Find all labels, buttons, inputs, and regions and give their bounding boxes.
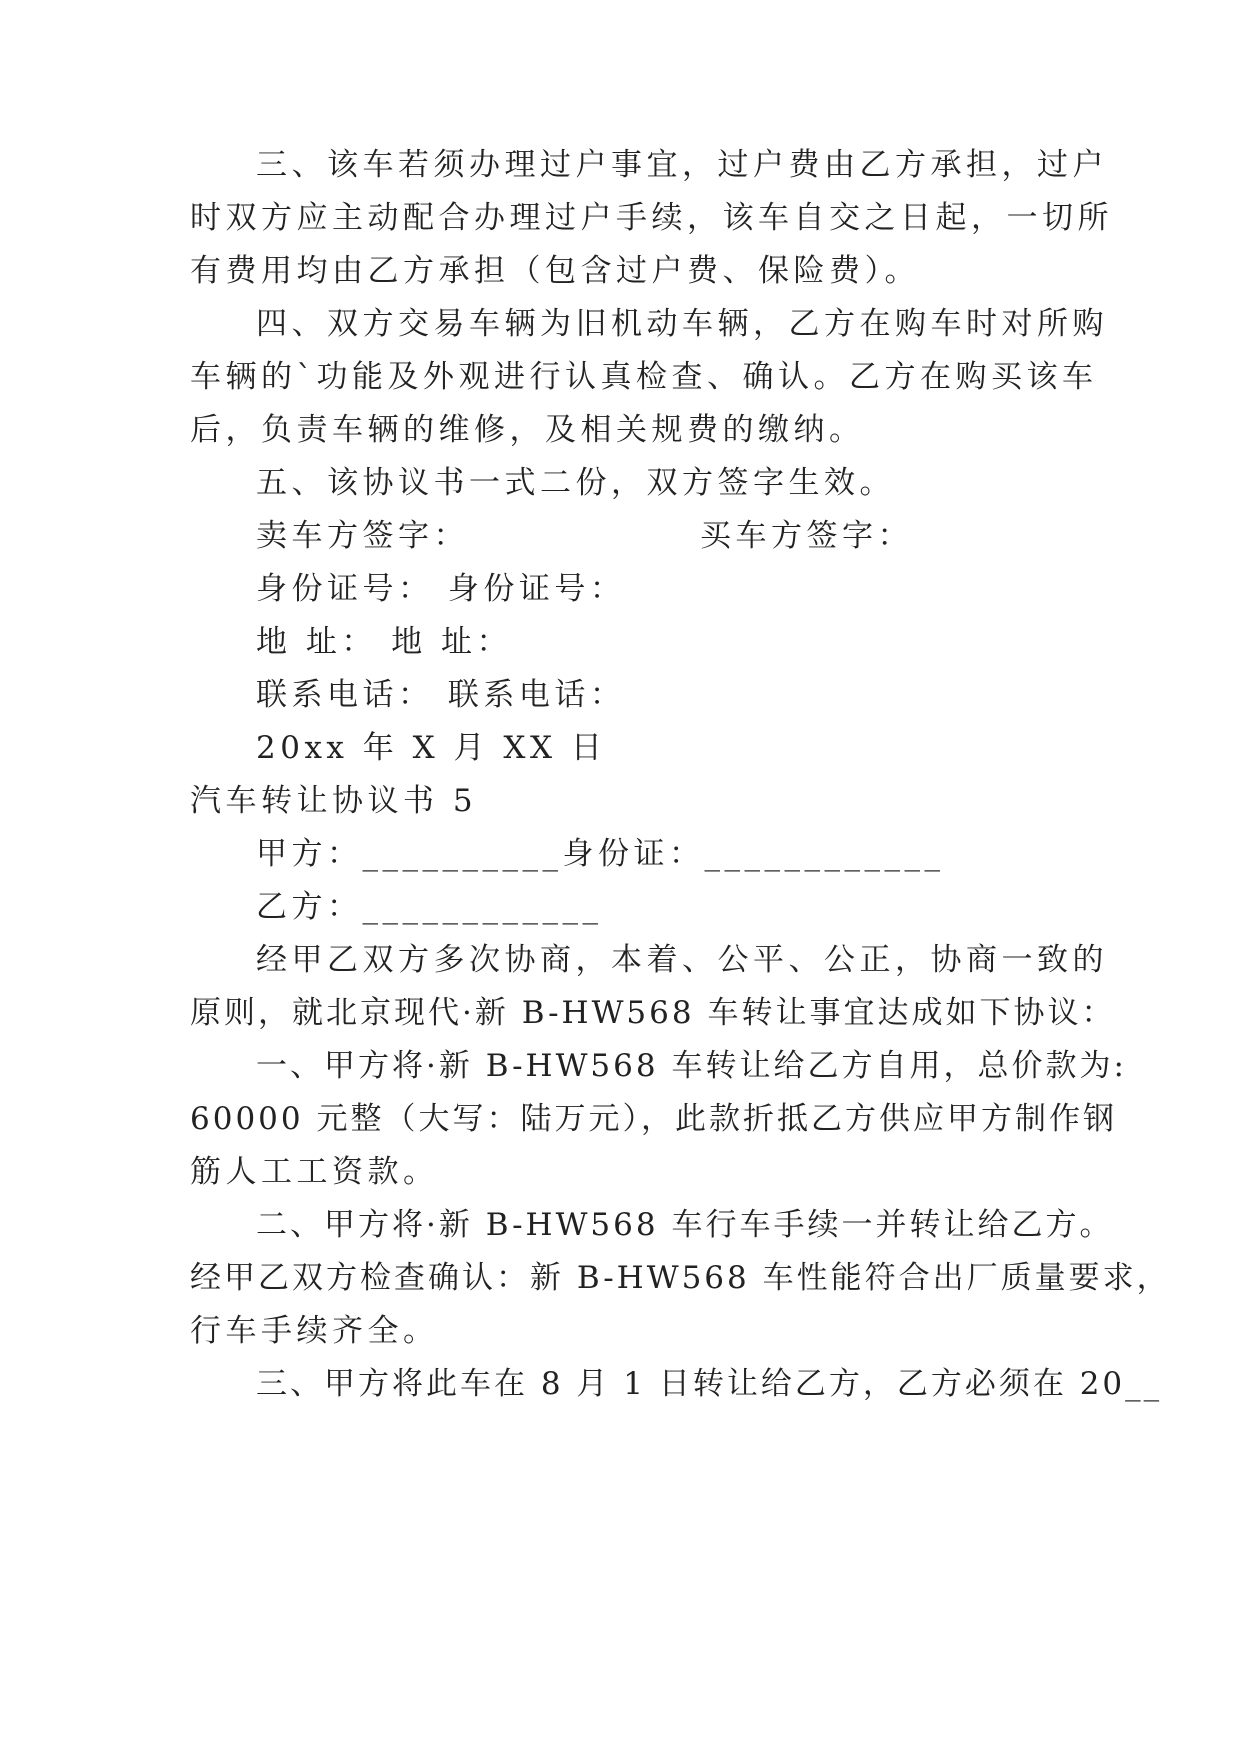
clause-4-line-3: 后，负责车辆的维修，及相关规费的缴纳。	[190, 412, 865, 448]
clause-3-line-1: 三、该车若须办理过户事宜，过户费由乙方承担，过户	[256, 147, 1108, 183]
intro-line-1: 经甲乙双方多次协商，本着、公平、公正，协商一致的	[256, 942, 1108, 978]
clause-4-line-1: 四、双方交易车辆为旧机动车辆，乙方在购车时对所购	[256, 306, 1108, 342]
section5-clause-3-line-1: 三、甲方将此车在 8 月 1 日转让给乙方，乙方必须在 20__	[256, 1366, 1163, 1402]
buyer-signature-label: 买车方签字：	[700, 518, 913, 554]
clause-4-line-2: 车辆的`功能及外观进行认真检查、确认。乙方在购买该车	[190, 359, 1098, 395]
section5-clause-2-line-1: 二、甲方将·新 B-HW568 车行车手续一并转让给乙方。	[256, 1207, 1114, 1243]
date-line: 20xx 年 X 月 XX 日	[256, 730, 607, 766]
phone-line: 联系电话： 联系电话：	[256, 677, 626, 713]
section-title: 汽车转让协议书 5	[190, 783, 478, 819]
party-a-line: 甲方：__________身份证：____________	[256, 836, 945, 872]
section5-clause-2-line-3: 行车手续齐全。	[190, 1313, 439, 1349]
intro-line-2: 原则，就北京现代·新 B-HW568 车转让事宜达成如下协议：	[190, 995, 1116, 1031]
section5-clause-1-line-2: 60000 元整（大写：陆万元），此款折抵乙方供应甲方制作钢	[190, 1101, 1117, 1137]
address-line: 地 址： 地 址：	[256, 624, 513, 660]
section5-clause-1-line-1: 一、甲方将·新 B-HW568 车转让给乙方自用，总价款为:	[256, 1048, 1127, 1084]
section5-clause-1-line-3: 筋人工工资款。	[190, 1154, 439, 1190]
section5-clause-2-line-2: 经甲乙双方检查确认：新 B-HW568 车性能符合出厂质量要求，	[190, 1260, 1171, 1296]
seller-signature-label: 卖车方签字：	[256, 518, 469, 554]
id-number-line: 身份证号： 身份证号：	[256, 571, 626, 607]
clause-3-line-2: 时双方应主动配合办理过户手续，该车自交之日起，一切所	[190, 200, 1113, 236]
clause-3-line-3: 有费用均由乙方承担（包含过户费、保险费）。	[190, 253, 920, 289]
clause-5-line: 五、该协议书一式二份，双方签字生效。	[256, 465, 895, 501]
party-b-line: 乙方：____________	[256, 889, 603, 925]
